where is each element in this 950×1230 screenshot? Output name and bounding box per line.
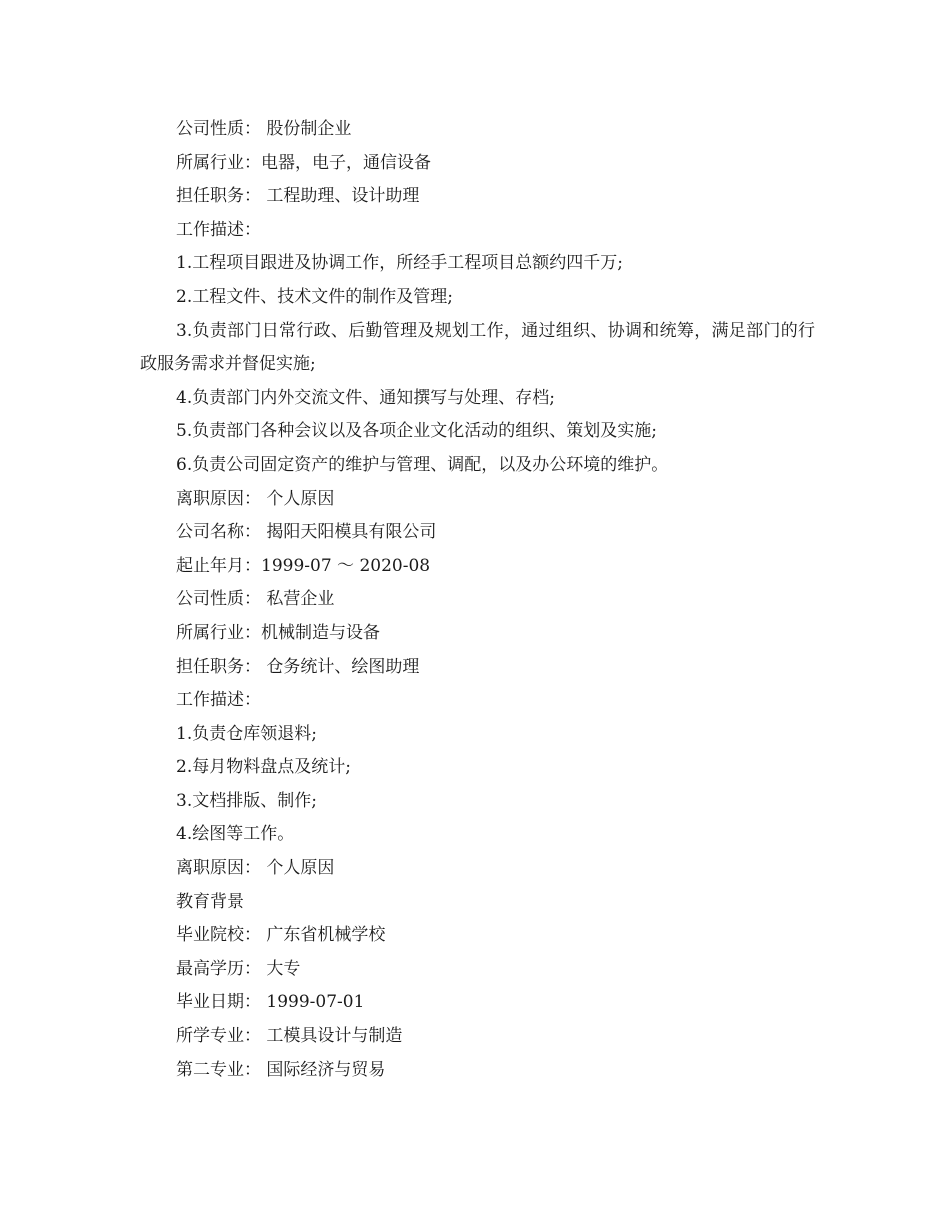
position-line-2: 担任职务： 仓务统计、绘图助理 bbox=[176, 656, 420, 677]
leave-reason-line: 离职原因： 个人原因 bbox=[176, 488, 335, 509]
leave-reason-line-2: 离职原因： 个人原因 bbox=[176, 858, 335, 879]
duty-item-5: 5.负责部门各种会议以及各项企业文化活动的组织、策划及实施; bbox=[176, 421, 657, 442]
industry-line-2: 所属行业：机械制造与设备 bbox=[176, 622, 380, 643]
duty-item-4: 4.负责部门内外交流文件、通知撰写与处理、存档; bbox=[176, 387, 555, 408]
education-heading: 教育背景 bbox=[176, 891, 244, 912]
graduation-date-line: 毕业日期： 1999-07-01 bbox=[176, 992, 365, 1013]
second-major-line: 第二专业： 国际经济与贸易 bbox=[176, 1059, 386, 1080]
duty-item-1: 1.工程项目跟进及协调工作，所经手工程项目总额约四千万; bbox=[176, 253, 623, 274]
duty-item-2-3: 3.文档排版、制作; bbox=[176, 790, 317, 811]
company-name-line: 公司名称： 揭阳天阳模具有限公司 bbox=[176, 522, 437, 543]
duty-item-2-2: 2.每月物料盘点及统计; bbox=[176, 757, 351, 778]
resume-body bbox=[140, 113, 815, 1087]
industry-line: 所属行业：电器，电子，通信设备 bbox=[176, 152, 431, 173]
company-type-line-2: 公司性质： 私营企业 bbox=[176, 589, 335, 610]
job-description-heading-2: 工作描述： bbox=[176, 690, 261, 711]
duty-item-2-4: 4.绘图等工作。 bbox=[176, 824, 295, 845]
company-type-line: 公司性质： 股份制企业 bbox=[176, 119, 352, 139]
duty-item-3: 3.负责部门日常行政、后勤管理及规划工作，通过组织、协调和统筹，满足部门的行政服务需求并督促实施; bbox=[140, 320, 815, 375]
major-line: 所学专业： 工模具设计与制造 bbox=[176, 1026, 403, 1047]
degree-line: 最高学历： 大专 bbox=[176, 958, 301, 979]
position-line: 担任职务： 工程助理、设计助理 bbox=[176, 186, 420, 207]
duty-item-2: 2.工程文件、技术文件的制作及管理; bbox=[176, 286, 453, 307]
job-description-heading: 工作描述： bbox=[176, 219, 261, 240]
employment-period-line: 起止年月：1999-07 ～ 2020-08 bbox=[176, 555, 431, 576]
duty-item-6: 6.负责公司固定资产的维护与管理、调配，以及办公环境的维护。 bbox=[176, 454, 669, 475]
school-line: 毕业院校： 广东省机械学校 bbox=[176, 925, 386, 946]
duty-item-2-1: 1.负责仓库领退料; bbox=[176, 723, 317, 744]
